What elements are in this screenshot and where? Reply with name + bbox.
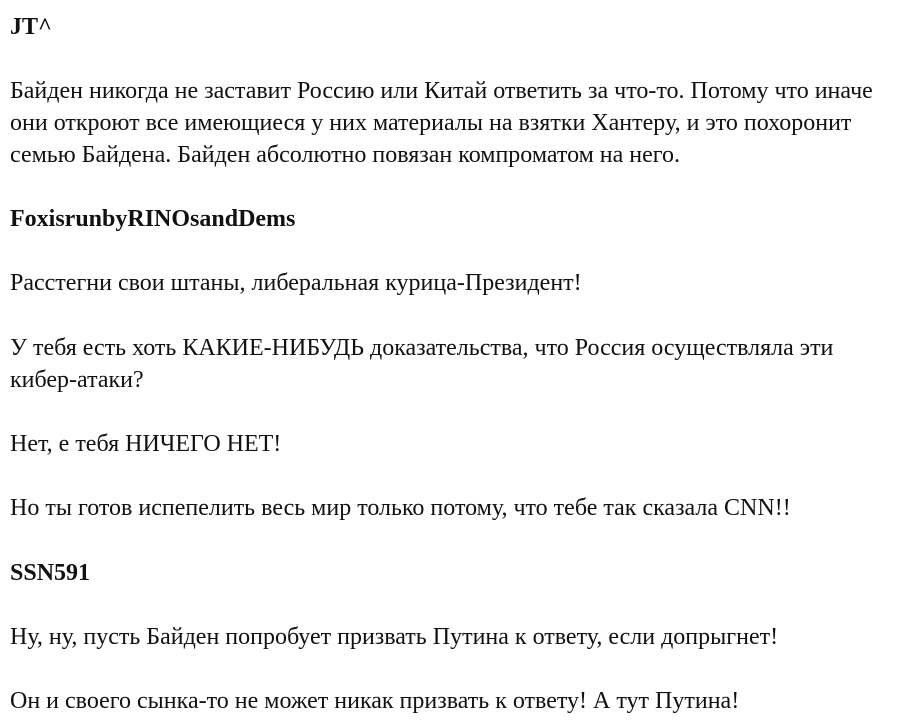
comment-author: SSN591 (10, 560, 91, 586)
comment-paragraph: Нет, е тебя НИЧЕГО НЕТ! (10, 431, 282, 457)
comment-paragraph: Байден никогда не заставит Россию или Китай ответить за что-то. Потому что иначе они откроют все имеющиеся у них материалы на взятки Хантеру, и это похоронит семью Байдена. Байден абсолютно повязан компроматом на него. (10, 78, 873, 168)
comment-author: FoxisrunbyRINOsandDems (10, 206, 296, 232)
comment-paragraph: Он и своего сынка-то не может никак призвать к ответу! А тут Путина! (10, 688, 740, 714)
comment-author: JT^ (10, 14, 52, 40)
comment-paragraph: У тебя есть хоть КАКИЕ-НИБУДЬ доказательства, что Россия осуществляла эти кибер-атаки? (10, 335, 834, 393)
comment-paragraph: Но ты готов испепелить весь мир только потому, что тебе так сказала CNN!! (10, 495, 791, 521)
comment-paragraph: Ну, ну, пусть Байден попробует призвать Путина к ответу, если допрыгнет! (10, 624, 779, 650)
comment-paragraph: Расстегни свои штаны, либеральная курица-Президент! (10, 270, 582, 296)
